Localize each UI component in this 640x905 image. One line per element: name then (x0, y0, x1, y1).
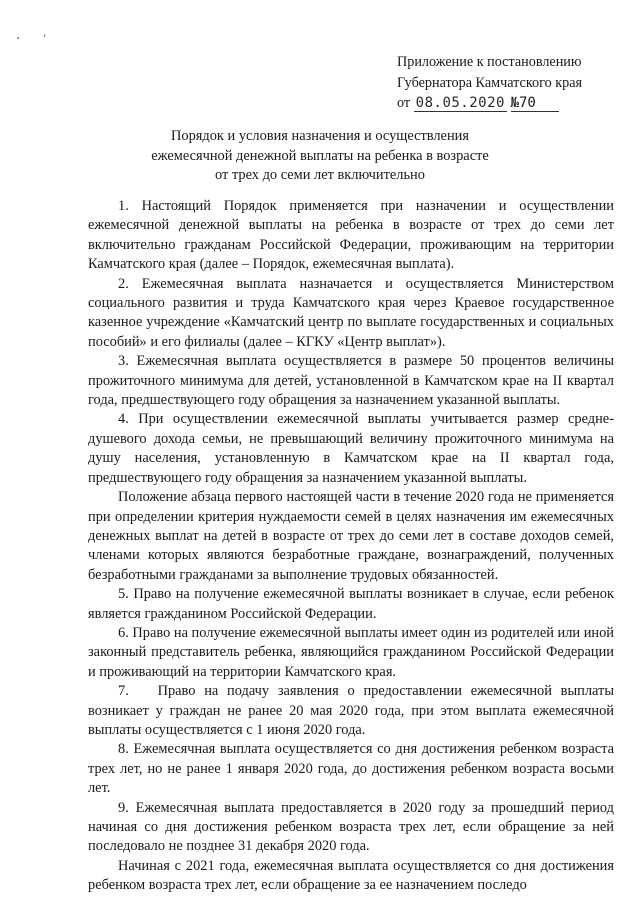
annex-line-2: Губернатора Камчатского края (397, 74, 583, 91)
annex-date: 08.05.2020 (415, 95, 505, 111)
paragraph-3: 3. Ежемесячная выплата осуществляется в размере 50 процентов величины прожиточного минимума для детей, установленной в Камчатском крае на II квартал года, предшествующего году обращения за назначением указанной выплаты. (88, 353, 614, 409)
document-title (0, 127, 640, 186)
paragraph-5: 5. Право на получение ежемесячной выплаты возникает в случае, если ребенок является гражданином Российской Федерации. (88, 586, 614, 622)
number-prefix: № (510, 95, 519, 111)
paragraph-2: 2. Ежемесячная выплата назначается и осуществляется Министерством социального развития и труда Камчатского края через Краевое государственное казенное учреждение «Камчатский центр по выплате государственных и социальных пособий» и его филиалы (далее – КГКУ «Центр выплат»). (88, 275, 614, 350)
document-body (88, 197, 614, 896)
date-prefix: от (397, 95, 411, 111)
paragraph-1: 1. Настоящий Порядок применяется при назначении и осуществлении ежемесячной денежной выплаты на ребенка в возрасте от трех до семи лет включительно гражданам Российской Федерации, проживающим на территории Камчатского края (далее – Порядок, ежемесячная выплата). (88, 198, 614, 273)
annex-number-field (511, 96, 559, 112)
title-line-3: от трех до семи лет включительно (215, 167, 425, 183)
paragraph-9-continuation: Начиная с 2021 года, ежемесячная выплата осуществляется со дня достижения ребенком возраста трех лет, если обращение за ее назначением последо (88, 857, 614, 894)
paragraph-6: 6. Право на получение ежемесячной выплаты имеет один из родителей или иной законный представитель ребенка, являющийся гражданином Российской Федерации и проживающий на территории Камчатского края. (88, 624, 614, 680)
annex-number: 70 (518, 95, 536, 111)
paragraph-8: 8. Ежемесячная выплата осуществляется со дня достижения ребенком возраста трех лет, но не ранее 1 января 2020 года, до достижения ребенком возраста восьми лет. (88, 741, 614, 797)
title-line-2: ежемесячной денежной выплаты на ребенка в возрасте (151, 147, 489, 164)
paragraph-4: 4. При осуществлении ежемесячной выплаты учитывается размер среднедушевого дохода семьи, не превышающий величину прожиточного минимума на душу населения, установленную в Камчатском крае на II квартал года, предшествующего году обращения за назначением указанной выплаты. (88, 411, 614, 486)
annex-date-line (397, 93, 627, 114)
annex-header (397, 52, 627, 114)
annex-line-1: Приложение к постановлению (397, 54, 582, 70)
paragraph-9: 9. Ежемесячная выплата предоставляется в 2020 году за прошедший период начиная со дня достижения ребенком возраста трех лет, если обращение за ней последовало не позднее 31 декабря 2020 года. (88, 799, 614, 855)
scan-speck (17, 37, 19, 39)
scan-speck (44, 34, 45, 37)
paragraph-7: 7. Право на подачу заявления о предоставлении ежемесячной выплаты возникает у граждан не ранее 20 мая 2020 года, при этом выплата ежемесячной выплаты осуществляется с 1 июня 2020 года. (88, 683, 614, 738)
paragraph-4-note: Положение абзаца первого настоящей части в течение 2020 года не применяется при определении критерия нуждаемости семей в целях назначения им ежемесячных денежных выплат на детей в возрасте от трех до семи лет в составе доходов семей, членами которых являются безработные граждане, вознаграждений, полученных безработными гражданами за выполнение трудовых обязанностей. (88, 489, 614, 583)
title-line-1: Порядок и условия назначения и осуществления (171, 128, 469, 144)
